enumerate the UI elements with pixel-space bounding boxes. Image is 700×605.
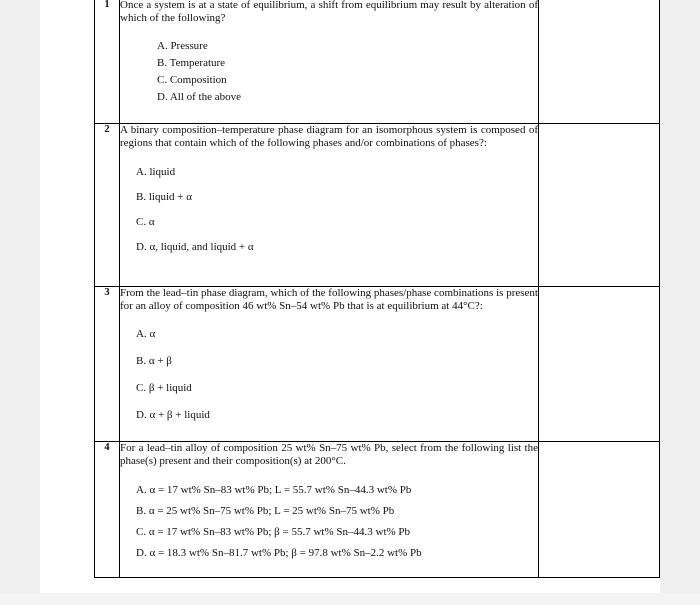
- option-c[interactable]: C. Composition: [157, 74, 227, 86]
- question-number: 3: [95, 287, 120, 442]
- question-row-4: [95, 442, 660, 578]
- option-d[interactable]: D. α = 18.3 wt% Sn–81.7 wt% Pb; β = 97.8 wt% Sn–2.2 wt% Pb: [136, 547, 422, 559]
- option-a[interactable]: A. α = 17 wt% Sn–83 wt% Pb; L = 55.7 wt% Sn–44.3 wt% Pb: [136, 484, 412, 496]
- question-number: 1: [95, 0, 120, 124]
- question-cell: [120, 124, 539, 287]
- option-a[interactable]: A. liquid: [136, 166, 176, 178]
- question-number: 4: [95, 442, 120, 578]
- viewer-bottom-margin: [0, 593, 700, 605]
- option-b[interactable]: B. α = 25 wt% Sn–75 wt% Pb; L = 25 wt% Sn–75 wt% Pb: [136, 505, 395, 517]
- option-list: [136, 321, 538, 429]
- option-list: [136, 480, 538, 564]
- option-c[interactable]: C. α: [136, 216, 155, 228]
- question-text: A binary composition–temperature phase diagram for an isomorphous system is composed of regions that contain which of the following phases and/or combinations of phases?:: [120, 124, 538, 149]
- question-cell: [120, 0, 539, 124]
- question-table: [94, 0, 660, 578]
- option-b[interactable]: B. liquid + α: [136, 191, 192, 203]
- option-c[interactable]: C. α = 17 wt% Sn–83 wt% Pb; β = 55.7 wt% Sn–44.3 wt% Pb: [136, 526, 411, 538]
- option-list: [136, 160, 538, 260]
- question-row-1: [95, 0, 660, 124]
- option-b[interactable]: B. α + β: [136, 355, 172, 367]
- answer-cell[interactable]: [539, 0, 660, 124]
- question-number: 2: [95, 124, 120, 287]
- option-d[interactable]: D. α, liquid, and liquid + α: [136, 241, 254, 253]
- question-text: Once a system is at a state of equilibrium, a shift from equilibrium may result by alteration of which of the following?: [120, 0, 538, 24]
- answer-cell[interactable]: [539, 124, 660, 287]
- question-text: From the lead–tin phase diagram, which of the following phases/phase combinations is present for an alloy of composition 46 wt% Sn–54 wt% Pb that is at equilibrium at 44°C?:: [120, 287, 538, 312]
- option-c[interactable]: C. β + liquid: [136, 382, 192, 394]
- option-list: [157, 38, 538, 106]
- answer-cell[interactable]: [539, 442, 660, 578]
- question-row-3: [95, 287, 660, 442]
- question-row-2: [95, 124, 660, 287]
- option-a[interactable]: A. Pressure: [157, 40, 208, 52]
- viewer-right-margin: [660, 0, 700, 605]
- option-d[interactable]: D. α + β + liquid: [136, 409, 210, 421]
- question-text: For a lead–tin alloy of composition 25 wt% Sn–75 wt% Pb, select from the following list the phase(s) present and their composition(s) at 200°C.: [120, 442, 538, 467]
- option-a[interactable]: A. α: [136, 328, 156, 340]
- option-d[interactable]: D. All of the above: [157, 91, 242, 103]
- option-b[interactable]: B. Temperature: [157, 57, 226, 69]
- viewer-left-margin: [0, 0, 40, 605]
- answer-cell[interactable]: [539, 287, 660, 442]
- question-cell: [120, 287, 539, 442]
- question-cell: [120, 442, 539, 578]
